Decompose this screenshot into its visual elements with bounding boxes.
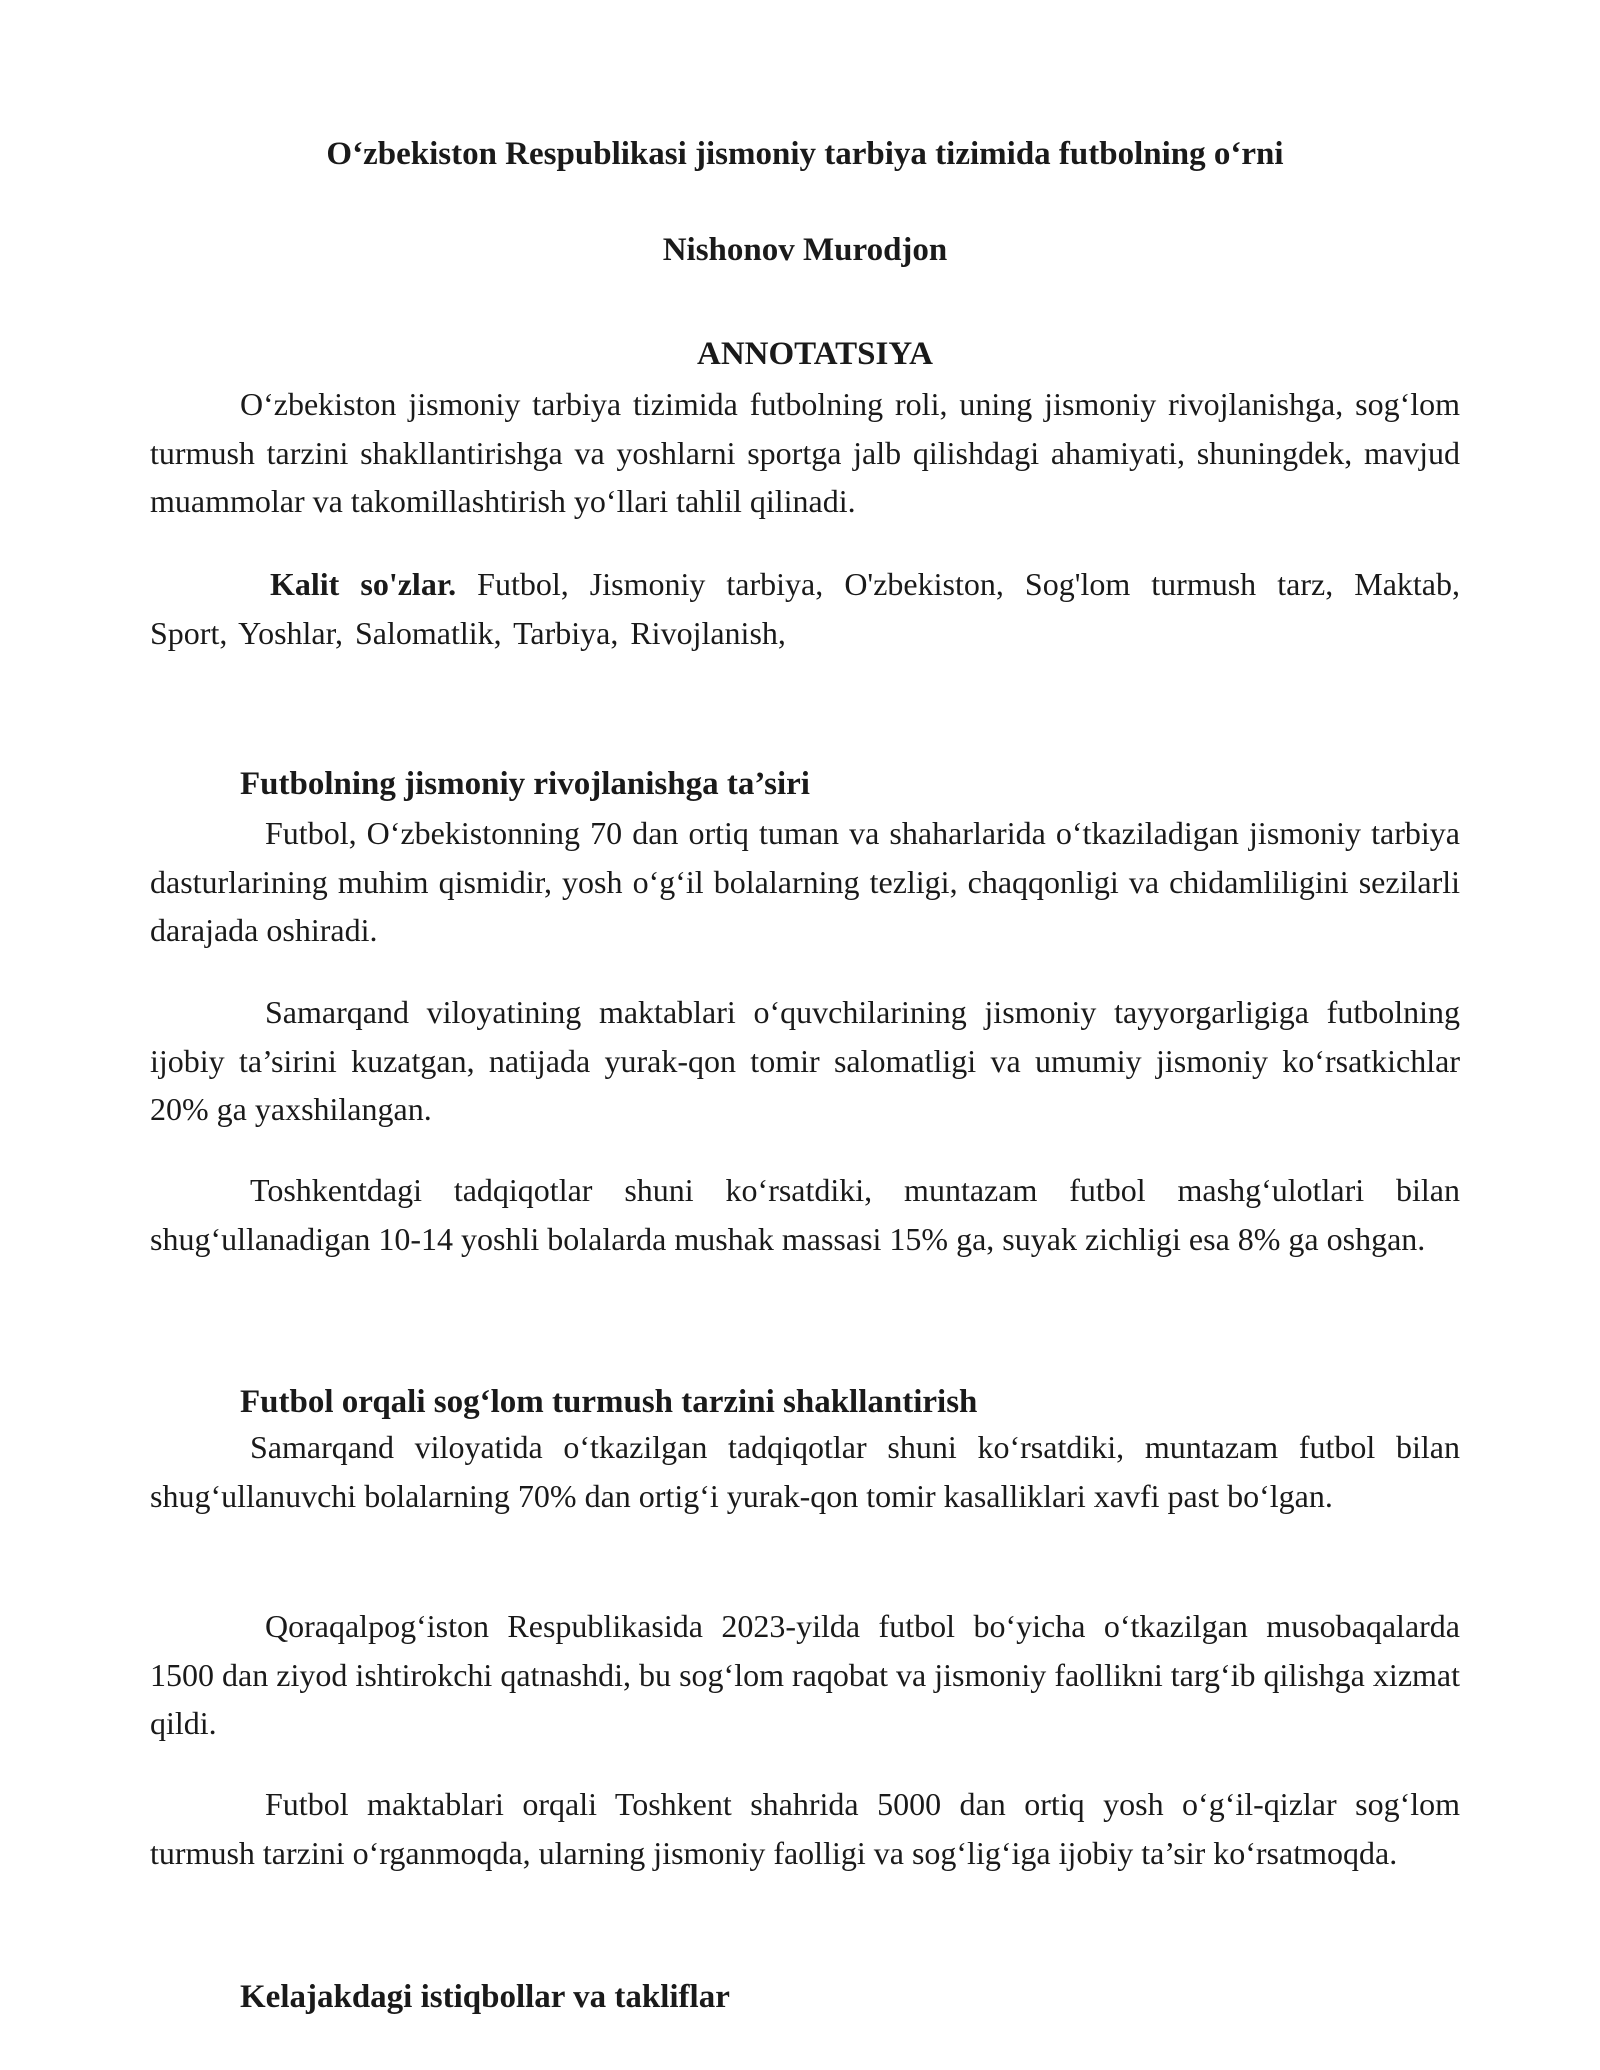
section-paragraph: Samarqand viloyatida o‘tkazilgan tadqiqotlar shuni ko‘rsatdiki, muntazam futbol bilan shug‘ullanuvchi bolalarning 70% dan ortig‘i yurak-qon tomir kasalliklari xavfi past bo‘lgan. [150, 1429, 1460, 1514]
keywords-list: Futbol, Jismoniy tarbiya, O'zbekiston, Sog'lom turmush tarz, Maktab, Sport, Yoshlar, Salomatlik, Tarbiya, Rivojlanish, [150, 566, 1461, 651]
annotation-text: O‘zbekiston jismoniy tarbiya tizimida futbolning roli, uning jismoniy rivojlanishga, sog‘lom turmush tarzini shakllantirishga va yoshlarni sportga jalb qilishdagi ahamiyati, shuningdek, mavjud muammolar va takomillashtirish yo‘llari tahlil qilinadi. [150, 386, 1460, 519]
annotation-heading: ANNOTATSIYA [697, 336, 933, 372]
author-name: Nishonov Murodjon [662, 232, 948, 268]
section-paragraph: Toshkentdagi tadqiqotlar shuni ko‘rsatdiki, muntazam futbol mashg‘ulotlari bilan shug‘ullanadigan 10-14 yoshli bolalarda mushak massasi 15% ga, suyak zichligi esa 8% ga oshgan. [150, 1172, 1460, 1257]
section-paragraph: Futbol maktablari orqali Toshkent shahrida 5000 dan ortiq yosh o‘g‘il-qizlar sog‘lom turmush tarzini o‘rganmoqda, ularning jismoniy faolligi va sog‘lig‘iga ijobiy ta’sir ko‘rsatmoqda. [150, 1786, 1460, 1871]
document-title: O‘zbekiston Respublikasi jismoniy tarbiya tizimida futbolning o‘rni [326, 136, 1284, 172]
section-paragraph: Samarqand viloyatining maktablari o‘quvchilarining jismoniy tayyorgarligiga futbolning ijobiy ta’sirini kuzatgan, natijada yurak-qon tomir salomatligi va umumiy jismoniy ko‘rsatkichlar 20% ga yaxshilangan. [150, 994, 1460, 1127]
keywords-paragraph [150, 560, 1460, 657]
keywords-label: Kalit so'zlar. [270, 566, 457, 602]
section-heading: Futbol orqali sog‘lom turmush tarzini shakllantirish [240, 1384, 978, 1420]
section-heading: Kelajakdagi istiqbollar va takliflar [240, 1979, 730, 2015]
section-heading: Futbolning jismoniy rivojlanishga ta’siri [240, 766, 810, 802]
section-paragraph: Futbol, O‘zbekistonning 70 dan ortiq tuman va shaharlarida o‘tkaziladigan jismoniy tarbiya dasturlarining muhim qismidir, yosh o‘g‘il bolalarning tezligi, chaqqonligi va chidamliligini sezilarli darajada oshiradi. [150, 815, 1460, 948]
section-paragraph: Qoraqalpog‘iston Respublikasida 2023-yilda futbol bo‘yicha o‘tkazilgan musobaqalarda 1500 dan ziyod ishtirokchi qatnashdi, bu sog‘lom raqobat va jismoniy faollikni targ‘ib qilishga xizmat qildi. [150, 1608, 1460, 1741]
